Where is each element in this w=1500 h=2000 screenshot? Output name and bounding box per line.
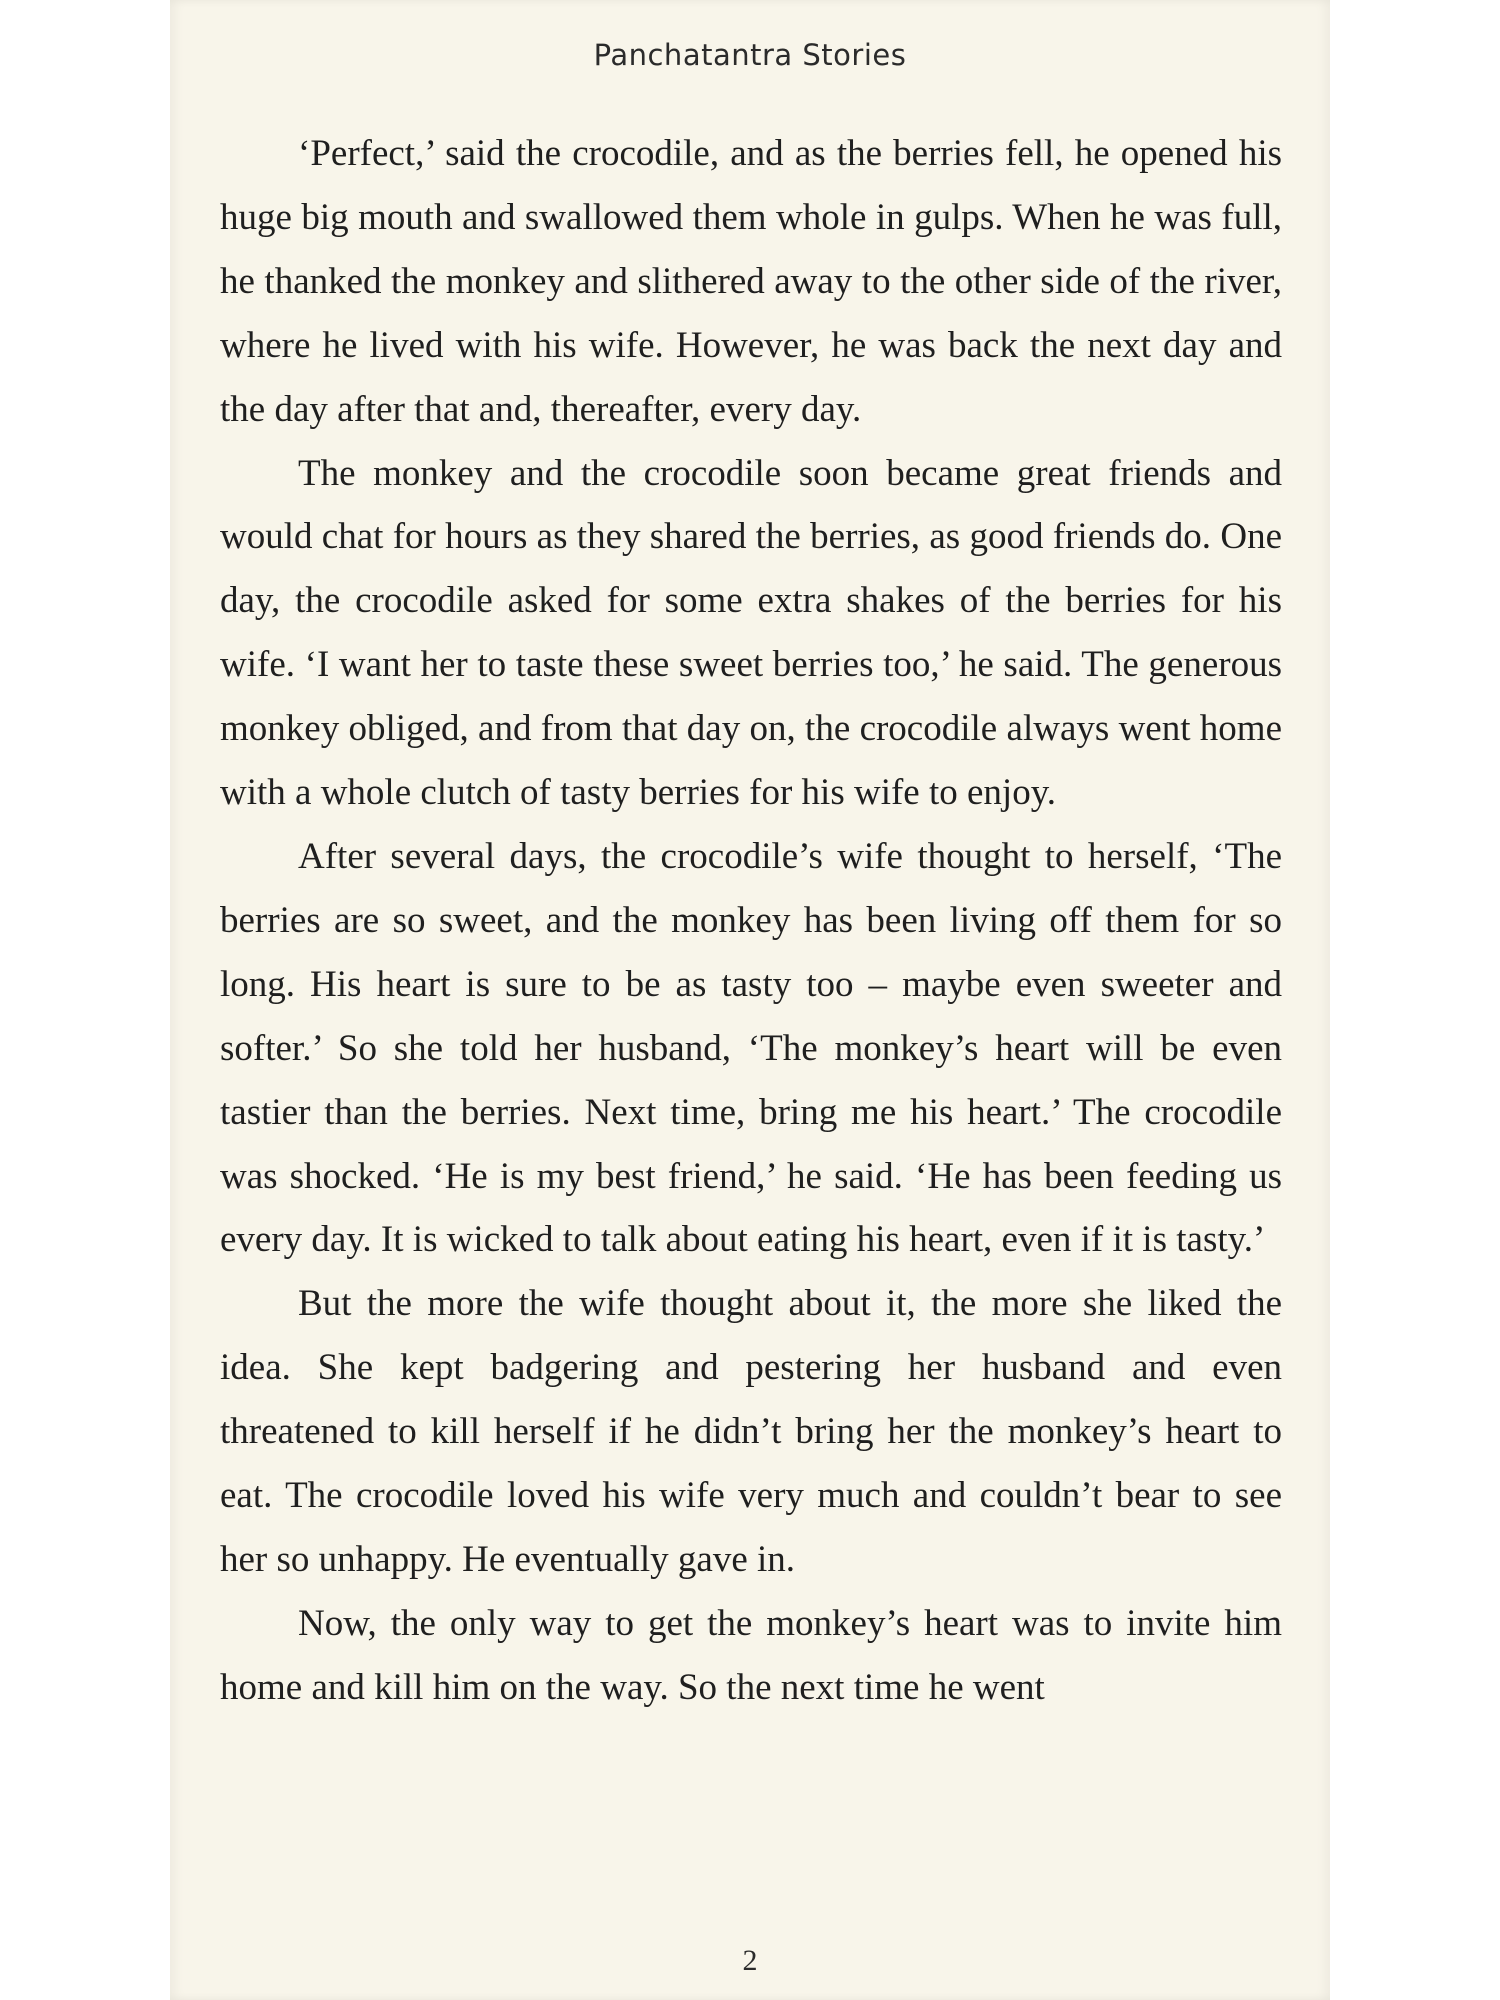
paragraph-5: Now, the only way to get the monkey’s heart was to invite him home and kill him on the way. So the next time he went	[220, 1602, 1282, 1708]
running-head: Panchatantra Stories	[593, 38, 907, 72]
paragraph-1: ‘Perfect,’ said the crocodile, and as the berries fell, he opened his huge big mouth and swallowed them whole in gulps. When he was full, he thanked the monkey and slithered away to the other side of the river, where he lived with his wife. However, he was back the next day and the day after that and, thereafter, every day.	[220, 133, 1282, 430]
paragraph-2: The monkey and the crocodile soon became great friends and would chat for hours as they shared the berries, as good friends do. One day, the crocodile asked for some extra shakes of the berries for his wife. ‘I want her to taste these sweet berries too,’ he said. The generous monkey obliged, and from that day on, the crocodile always went home with a whole clutch of tasty berries for his wife to enjoy.	[220, 452, 1282, 814]
paragraph-3: After several days, the crocodile’s wife thought to herself, ‘The berries are so sweet, and the monkey has been living off them for so long. His heart is sure to be as tasty too – maybe even sweeter and softer.’ So she told her husband, ‘The monkey’s heart will be even tastier than the berries. Next time, bring me his heart.’ The crocodile was shocked. ‘He is my best friend,’ he said. ‘He has been feeding us every day. It is wicked to talk about eating his heart, even if it is tasty.’	[220, 835, 1282, 1261]
page-number: 2	[742, 1944, 758, 1977]
page-body-text	[220, 122, 1282, 1720]
paragraph-4: But the more the wife thought about it, the more she liked the idea. She kept badgering and pestering her husband and even threatened to kill herself if he didn’t bring her the monkey’s heart to eat. The crocodile loved his wife very much and couldn’t bear to see her so unhappy. He eventually gave in.	[220, 1283, 1282, 1580]
book-page	[170, 0, 1330, 2000]
